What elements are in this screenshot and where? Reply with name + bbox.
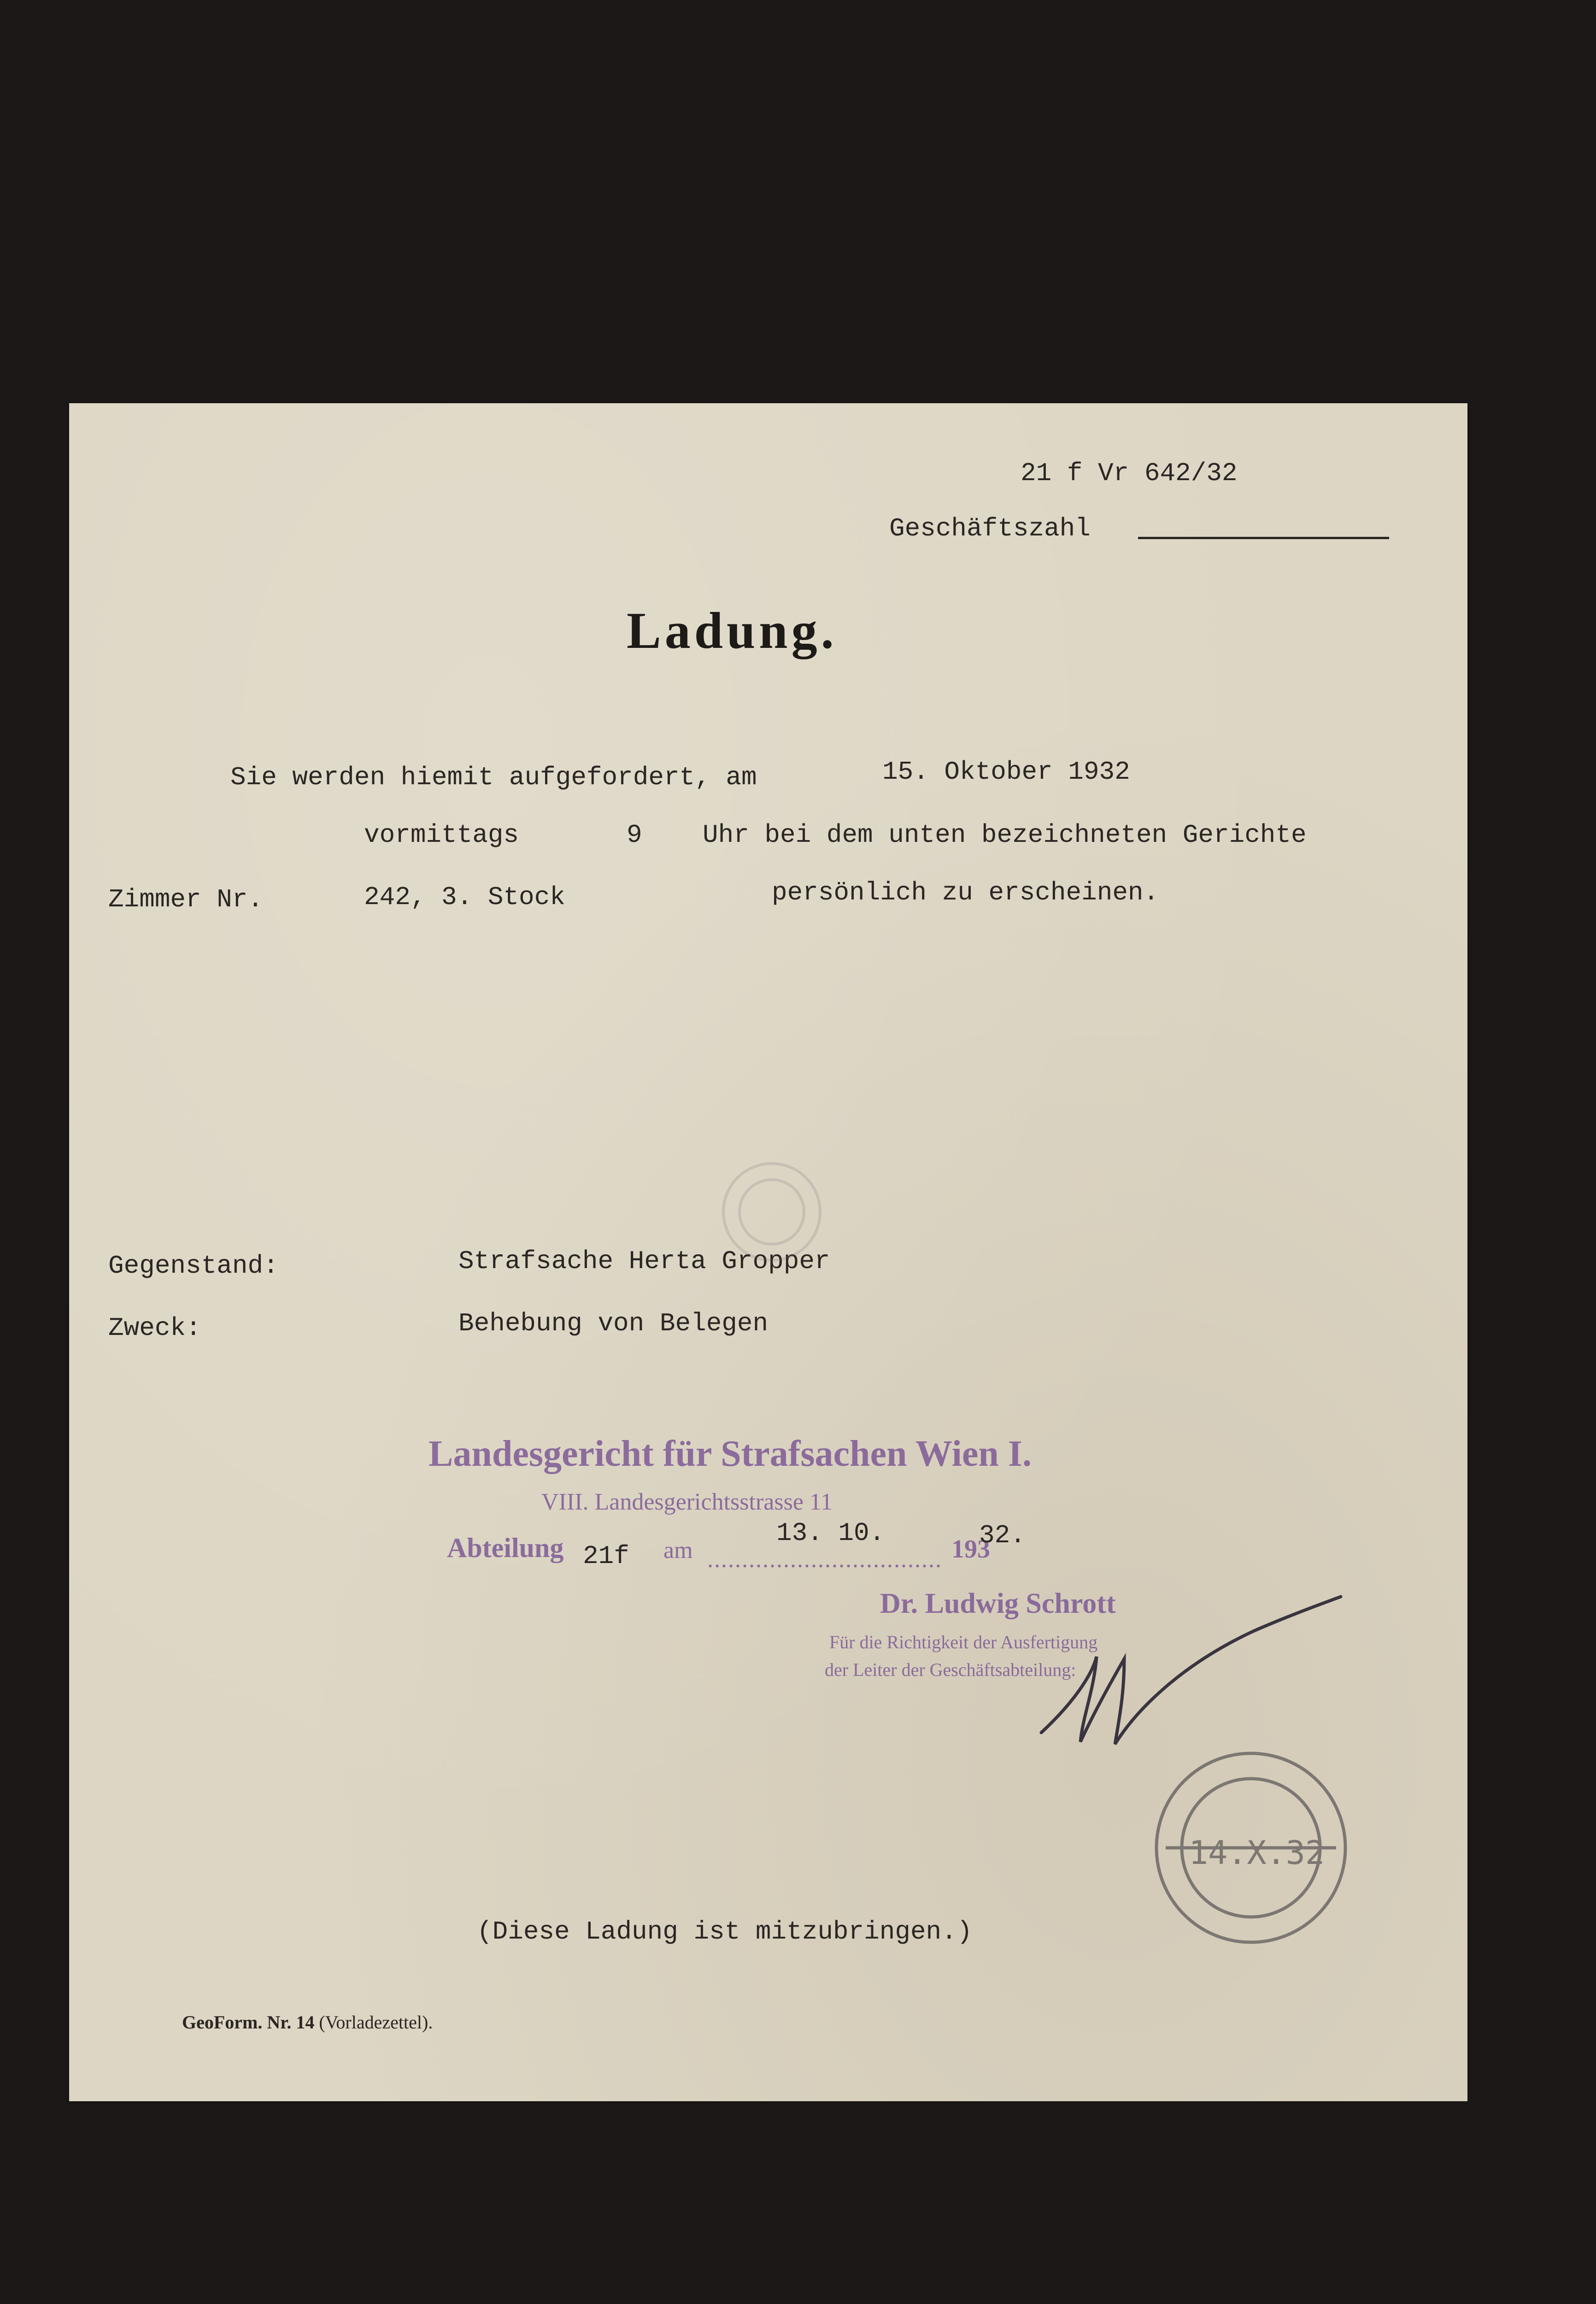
appointment-date: 15. Oktober 1932 <box>882 757 1130 787</box>
zweck-value: Behebung von Belegen <box>458 1309 769 1338</box>
certification-line-1: Für die Richtigkeit der Ausfertigung <box>829 1632 1098 1652</box>
faint-seal-icon <box>723 1164 820 1260</box>
stamp-graphics <box>69 403 1467 2101</box>
postmark-icon <box>1156 1753 1345 1942</box>
form-number-value: 14 <box>296 2012 315 2033</box>
appointment-hour: 9 <box>627 820 642 850</box>
stamp-am-label: am <box>663 1537 693 1563</box>
room-label: Zimmer Nr. <box>108 885 264 914</box>
stamp-year-value: 32. <box>979 1521 1026 1550</box>
gegenstand-label: Gegenstand: <box>108 1251 279 1281</box>
form-description: (Vorladezettel). <box>319 2012 433 2033</box>
stamp-year-prefix: 193 <box>951 1535 990 1563</box>
form-number-label: GeoForm. Nr. <box>182 2012 292 2033</box>
appointment-daytime: vormittags <box>364 820 519 850</box>
abteilung-value: 21f <box>583 1541 629 1571</box>
certifier-name: Dr. Ludwig Schrott <box>880 1588 1116 1619</box>
certification-line-2: der Leiter der Geschäftsabteilung: <box>825 1659 1076 1680</box>
appear-instruction: persönlich zu erscheinen. <box>772 878 1159 907</box>
stamp-date-value: 13. 10. <box>776 1518 885 1548</box>
case-reference: 21 f Vr 642/32 <box>1021 458 1238 488</box>
summons-form <box>69 403 1467 2101</box>
geschaeftszahl-label: Geschäftszahl <box>889 514 1091 543</box>
stamp-date-dots: .................................. <box>707 1546 942 1573</box>
court-stamp-address: VIII. Landesgerichtsstrasse 11 <box>541 1489 833 1515</box>
court-instruction: Uhr bei dem unten bezeichneten Gerichte <box>703 820 1307 850</box>
document-title: Ladung. <box>627 602 838 659</box>
signature-icon <box>1041 1597 1341 1744</box>
bring-summons-note-text: (Diese Ladung ist mitzubringen.) <box>477 1917 973 1946</box>
court-stamp-name: Landesgericht für Strafsachen Wien I. <box>428 1434 1032 1474</box>
zweck-label: Zweck: <box>108 1313 201 1343</box>
room-value: 242, 3. Stock <box>364 882 565 912</box>
gegenstand-value: Strafsache Herta Gropper <box>458 1246 830 1276</box>
summons-intro: Sie werden hiemit aufgefordert, am <box>230 763 757 792</box>
svg-text:14.X.32: 14.X.32 <box>1189 1834 1325 1872</box>
abteilung-label: Abteilung <box>447 1533 564 1563</box>
